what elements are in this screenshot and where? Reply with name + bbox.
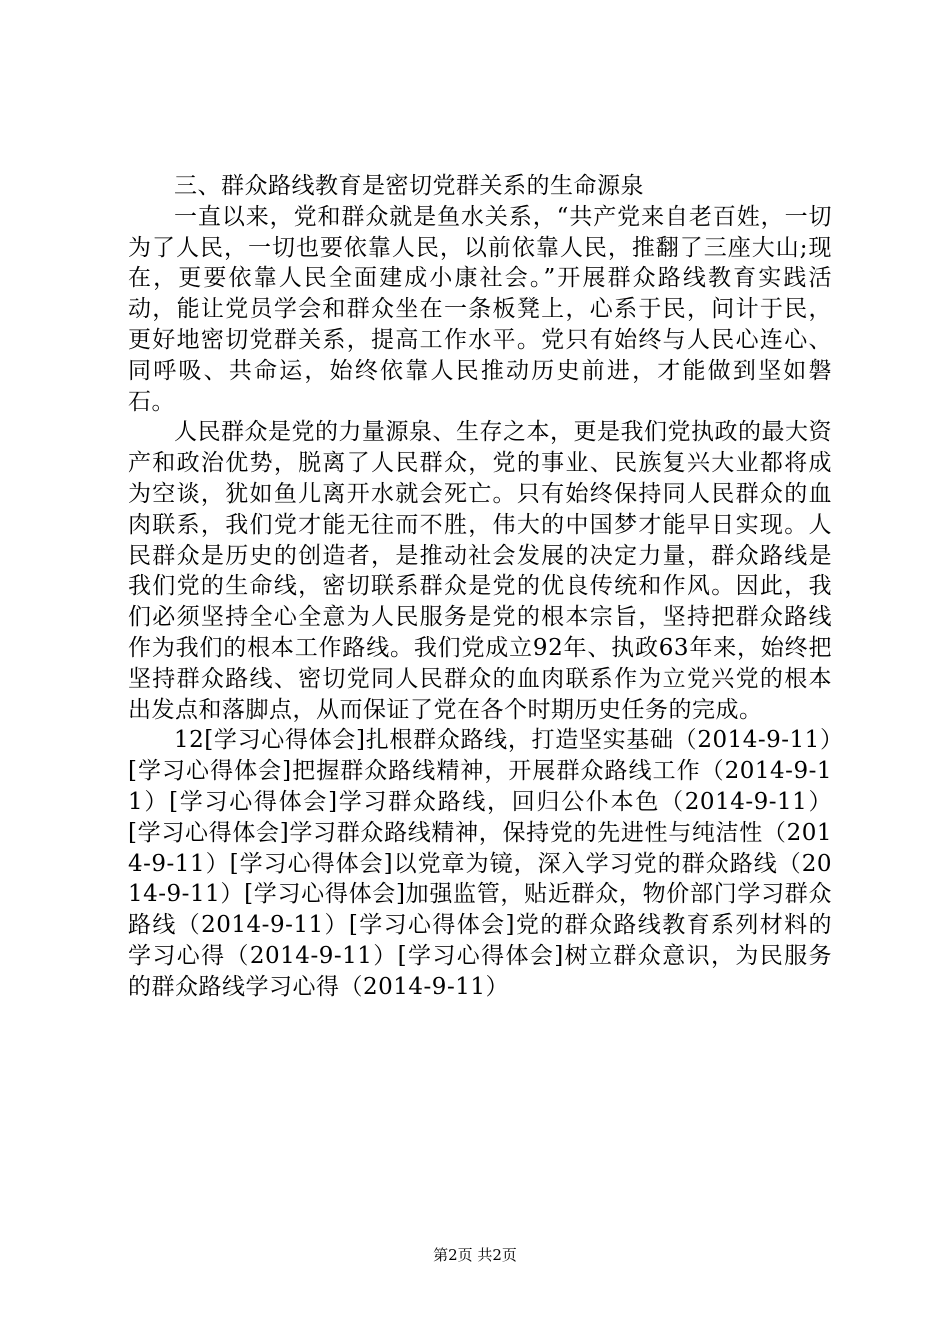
section-heading: 三、群众路线教育是密切党群关系的生命源泉: [174, 173, 644, 199]
document-body: [128, 171, 832, 1003]
page-number-footer: 第2页 共2页: [433, 1246, 517, 1264]
paragraph-2: 人民群众是党的力量源泉、生存之本，更是我们党执政的最大资产和政治优势，脱离了人民群众，党的事业、民族复兴大业都将成为空谈，犹如鱼儿离开水就会死亡。只有始终保持同人民群众的血肉联系，我们党才能无往而不胜，伟大的中国梦才能早日实现。人民群众是历史的创造者，是推动社会发展的决定力量，群众路线是我们党的生命线，密切联系群众是党的优良传统和作风。因此，我们必须坚持全心全意为人民服务是党的根本宗旨，坚持把群众路线作为我们的根本工作路线。我们党成立92年、执政63年来，始终把坚持群众路线、密切党同人民群众的血肉联系作为立党兴党的根本出发点和落脚点，从而保证了党在各个时期历史任务的完成。: [128, 419, 832, 723]
paragraph-1: 一直以来，党和群众就是鱼水关系，“共产党来自老百姓，一切为了人民，一切也要依靠人民，以前依靠人民，推翻了三座大山;现在，更要依靠人民全面建成小康社会。”开展群众路线教育实践活动，能让党员学会和群众坐在一条板凳上，心系于民，问计于民，更好地密切党群关系，提高工作水平。党只有始终与人民心连心、同呼吸、共命运，始终依靠人民推动历史前进，才能做到坚如磐石。: [128, 203, 832, 415]
paragraph-3: 12[学习心得体会]扎根群众路线，打造坚实基础（2014-9-11）[学习心得体会]把握群众路线精神，开展群众路线工作（2014-9-11）[学习心得体会]学习群众路线，回归公仆本色（2014-9-11）[学习心得体会]学习群众路线精神，保持党的先进性与纯洁性（2014-9-11）[学习心得体会]以党章为镜，深入学习党的群众路线（2014-9-11）[学习心得体会]加强监管，贴近群众，物价部门学习群众路线（2014-9-11）[学习心得体会]党的群众路线教育系列材料的学习心得（2014-9-11）[学习心得体会]树立群众意识，为民服务的群众路线学习心得（2014-9-11）: [128, 727, 832, 1000]
